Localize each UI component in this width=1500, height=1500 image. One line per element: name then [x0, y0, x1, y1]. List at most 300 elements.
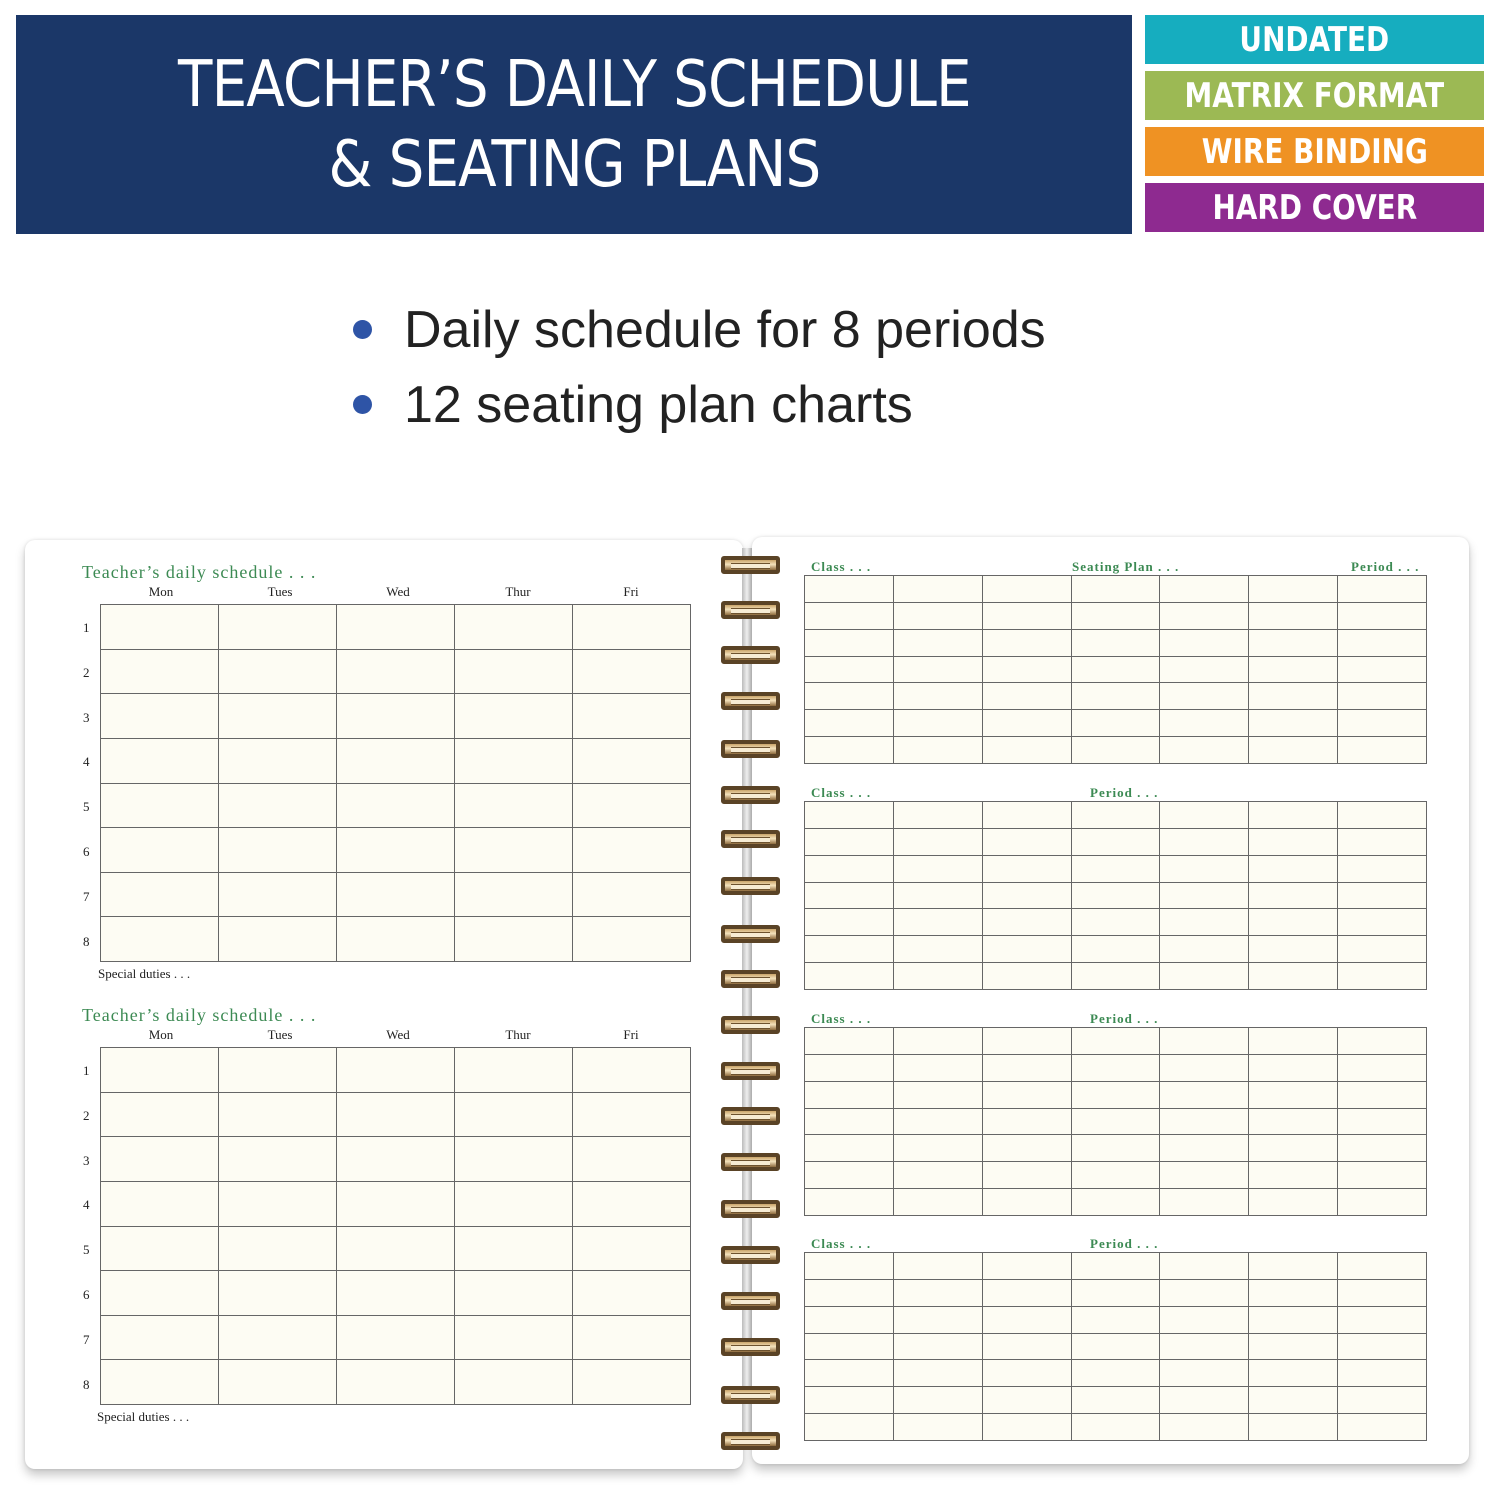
- seat-cell[interactable]: [1338, 1333, 1427, 1360]
- seat-cell[interactable]: [1160, 602, 1249, 629]
- schedule-cell[interactable]: [219, 828, 337, 873]
- schedule-cell[interactable]: [573, 1092, 691, 1137]
- schedule-cell[interactable]: [219, 694, 337, 739]
- seat-cell[interactable]: [893, 1108, 982, 1135]
- seat-cell[interactable]: [805, 828, 894, 855]
- schedule-cell[interactable]: [573, 1315, 691, 1360]
- seat-cell[interactable]: [805, 602, 894, 629]
- seat-cell[interactable]: [805, 1028, 894, 1055]
- seat-cell[interactable]: [1338, 710, 1427, 737]
- schedule-cell[interactable]: [337, 649, 455, 694]
- seat-cell[interactable]: [1249, 855, 1338, 882]
- seat-cell[interactable]: [1160, 1360, 1249, 1387]
- seat-cell[interactable]: [805, 1387, 894, 1414]
- schedule-cell[interactable]: [455, 1181, 573, 1226]
- schedule-cell[interactable]: [455, 605, 573, 650]
- schedule-cell[interactable]: [455, 1271, 573, 1316]
- schedule-cell[interactable]: [101, 694, 219, 739]
- seat-cell[interactable]: [1338, 963, 1427, 990]
- seat-cell[interactable]: [1338, 1279, 1427, 1306]
- seat-cell[interactable]: [893, 1253, 982, 1280]
- seat-cell[interactable]: [1249, 882, 1338, 909]
- seat-cell[interactable]: [982, 1081, 1071, 1108]
- seat-cell[interactable]: [1160, 909, 1249, 936]
- schedule-cell[interactable]: [337, 694, 455, 739]
- schedule-cell[interactable]: [573, 1137, 691, 1182]
- schedule-cell[interactable]: [573, 917, 691, 962]
- seat-cell[interactable]: [893, 1333, 982, 1360]
- seat-cell[interactable]: [805, 909, 894, 936]
- seat-cell[interactable]: [1338, 602, 1427, 629]
- seat-cell[interactable]: [982, 828, 1071, 855]
- seat-cell[interactable]: [1249, 1081, 1338, 1108]
- seat-cell[interactable]: [1071, 828, 1160, 855]
- schedule-cell[interactable]: [573, 872, 691, 917]
- seat-cell[interactable]: [893, 1028, 982, 1055]
- period-number: 5: [83, 799, 90, 815]
- seat-cell[interactable]: [1338, 629, 1427, 656]
- seat-cell[interactable]: [1338, 1414, 1427, 1441]
- schedule-cell[interactable]: [573, 1360, 691, 1405]
- seat-cell[interactable]: [1249, 629, 1338, 656]
- seat-cell[interactable]: [1249, 656, 1338, 683]
- schedule-cell[interactable]: [219, 1092, 337, 1137]
- schedule-cell[interactable]: [455, 1360, 573, 1405]
- seat-cell[interactable]: [1160, 629, 1249, 656]
- seat-cell[interactable]: [893, 629, 982, 656]
- seat-cell[interactable]: [1071, 936, 1160, 963]
- period-number: 4: [83, 1197, 90, 1213]
- wire-ring: [721, 970, 780, 988]
- schedule-cell[interactable]: [219, 783, 337, 828]
- schedule-cell[interactable]: [219, 1181, 337, 1226]
- seat-cell[interactable]: [1071, 1387, 1160, 1414]
- seat-cell[interactable]: [1338, 1162, 1427, 1189]
- seat-cell[interactable]: [982, 855, 1071, 882]
- wire-ring: [721, 1338, 780, 1356]
- seat-cell[interactable]: [805, 1162, 894, 1189]
- seat-cell[interactable]: [1160, 1189, 1249, 1216]
- seat-cell[interactable]: [1071, 802, 1160, 829]
- seat-cell[interactable]: [1160, 802, 1249, 829]
- schedule-cell[interactable]: [219, 1360, 337, 1405]
- seat-cell[interactable]: [982, 1360, 1071, 1387]
- schedule-cell[interactable]: [101, 1271, 219, 1316]
- seat-cell[interactable]: [1249, 1189, 1338, 1216]
- seat-cell[interactable]: [1338, 656, 1427, 683]
- seating-grid: [804, 1252, 1427, 1441]
- schedule-cell[interactable]: [455, 783, 573, 828]
- seat-cell[interactable]: [1071, 1414, 1160, 1441]
- seat-cell[interactable]: [1071, 656, 1160, 683]
- seat-cell[interactable]: [805, 1108, 894, 1135]
- seat-cell[interactable]: [805, 1360, 894, 1387]
- schedule-cell[interactable]: [455, 872, 573, 917]
- schedule-cell[interactable]: [337, 783, 455, 828]
- seat-cell[interactable]: [1249, 1054, 1338, 1081]
- schedule-cell[interactable]: [573, 1181, 691, 1226]
- class-label: Class . . .: [811, 559, 872, 574]
- feature-list: [350, 292, 1046, 442]
- seat-cell[interactable]: [1338, 802, 1427, 829]
- badge-hard-cover: HARD COVER: [1145, 183, 1484, 232]
- seat-cell[interactable]: [1249, 963, 1338, 990]
- seat-cell[interactable]: [982, 1135, 1071, 1162]
- seat-cell[interactable]: [805, 1135, 894, 1162]
- seat-cell[interactable]: [805, 802, 894, 829]
- schedule-cell[interactable]: [337, 1092, 455, 1137]
- seat-cell[interactable]: [805, 855, 894, 882]
- schedule-cell[interactable]: [337, 1271, 455, 1316]
- schedule-cell[interactable]: [573, 649, 691, 694]
- schedule-cell[interactable]: [573, 1271, 691, 1316]
- seat-cell[interactable]: [1338, 1108, 1427, 1135]
- seat-cell[interactable]: [1071, 602, 1160, 629]
- seat-cell[interactable]: [1071, 882, 1160, 909]
- seat-cell[interactable]: [1071, 1081, 1160, 1108]
- seat-cell[interactable]: [1249, 1333, 1338, 1360]
- schedule-cell[interactable]: [573, 605, 691, 650]
- seat-cell[interactable]: [982, 936, 1071, 963]
- seat-cell[interactable]: [1338, 683, 1427, 710]
- schedule-cell[interactable]: [219, 872, 337, 917]
- seat-cell[interactable]: [1338, 882, 1427, 909]
- schedule-cell[interactable]: [337, 738, 455, 783]
- seat-cell[interactable]: [982, 1054, 1071, 1081]
- seat-cell[interactable]: [805, 936, 894, 963]
- seat-cell[interactable]: [982, 1108, 1071, 1135]
- day-header: Tues: [267, 584, 293, 599]
- schedule-cell[interactable]: [455, 1137, 573, 1182]
- seat-cell[interactable]: [893, 1279, 982, 1306]
- schedule-cell[interactable]: [101, 1048, 219, 1093]
- seat-cell[interactable]: [893, 1189, 982, 1216]
- seat-cell[interactable]: [1249, 1028, 1338, 1055]
- seat-cell[interactable]: [1160, 1414, 1249, 1441]
- schedule-cell[interactable]: [337, 1226, 455, 1271]
- seat-cell[interactable]: [805, 882, 894, 909]
- seat-cell[interactable]: [893, 1306, 982, 1333]
- seat-cell[interactable]: [1160, 1253, 1249, 1280]
- seat-cell[interactable]: [805, 737, 894, 764]
- schedule-cell[interactable]: [337, 1360, 455, 1405]
- seat-cell[interactable]: [893, 828, 982, 855]
- wire-ring: [721, 1062, 780, 1080]
- seat-cell[interactable]: [805, 1333, 894, 1360]
- seat-cell[interactable]: [1071, 629, 1160, 656]
- schedule-cell[interactable]: [573, 783, 691, 828]
- seat-cell[interactable]: [1249, 576, 1338, 603]
- schedule-cell[interactable]: [337, 917, 455, 962]
- seat-cell[interactable]: [1249, 710, 1338, 737]
- seat-cell[interactable]: [1160, 1054, 1249, 1081]
- schedule-cell[interactable]: [337, 1048, 455, 1093]
- schedule-cell[interactable]: [573, 1048, 691, 1093]
- seat-cell[interactable]: [1071, 737, 1160, 764]
- seat-cell[interactable]: [893, 963, 982, 990]
- seat-cell[interactable]: [1160, 1279, 1249, 1306]
- schedule-cell[interactable]: [219, 1048, 337, 1093]
- seat-cell[interactable]: [1338, 936, 1427, 963]
- schedule-cell[interactable]: [337, 872, 455, 917]
- schedule-cell[interactable]: [337, 828, 455, 873]
- seat-cell[interactable]: [1249, 802, 1338, 829]
- seat-cell[interactable]: [1160, 963, 1249, 990]
- seat-cell[interactable]: [982, 710, 1071, 737]
- seat-cell[interactable]: [982, 602, 1071, 629]
- schedule-cell[interactable]: [101, 872, 219, 917]
- schedule-cell[interactable]: [219, 1137, 337, 1182]
- schedule-cell[interactable]: [219, 605, 337, 650]
- seat-cell[interactable]: [982, 1279, 1071, 1306]
- seat-cell[interactable]: [1338, 1028, 1427, 1055]
- period-number: 2: [83, 1107, 90, 1123]
- seat-cell[interactable]: [1071, 1333, 1160, 1360]
- day-header: Tues: [267, 1027, 293, 1042]
- schedule-cell[interactable]: [337, 1137, 455, 1182]
- seat-cell[interactable]: [1338, 1306, 1427, 1333]
- seat-cell[interactable]: [982, 1189, 1071, 1216]
- seat-cell[interactable]: [1071, 683, 1160, 710]
- seat-cell[interactable]: [805, 683, 894, 710]
- seat-cell[interactable]: [982, 1162, 1071, 1189]
- seating-grid: [804, 801, 1427, 990]
- schedule-cell[interactable]: [573, 1226, 691, 1271]
- seat-cell[interactable]: [893, 1081, 982, 1108]
- seat-cell[interactable]: [1338, 909, 1427, 936]
- seat-cell[interactable]: [1338, 1253, 1427, 1280]
- seat-cell[interactable]: [982, 656, 1071, 683]
- seat-cell[interactable]: [893, 909, 982, 936]
- seat-cell[interactable]: [805, 656, 894, 683]
- seat-cell[interactable]: [1071, 1054, 1160, 1081]
- seat-cell[interactable]: [1160, 576, 1249, 603]
- wire-ring: [721, 786, 780, 804]
- schedule-cell[interactable]: [573, 828, 691, 873]
- seat-cell[interactable]: [1249, 1162, 1338, 1189]
- seat-cell[interactable]: [893, 656, 982, 683]
- seat-cell[interactable]: [1249, 1360, 1338, 1387]
- seat-cell[interactable]: [1249, 909, 1338, 936]
- schedule-cell[interactable]: [455, 694, 573, 739]
- schedule-cell[interactable]: [455, 828, 573, 873]
- seat-cell[interactable]: [805, 1279, 894, 1306]
- schedule-cell[interactable]: [455, 649, 573, 694]
- seat-cell[interactable]: [982, 1306, 1071, 1333]
- seat-cell[interactable]: [982, 737, 1071, 764]
- schedule-cell[interactable]: [101, 605, 219, 650]
- seat-cell[interactable]: [805, 1081, 894, 1108]
- seat-cell[interactable]: [1160, 656, 1249, 683]
- seat-cell[interactable]: [805, 629, 894, 656]
- period-number: 7: [83, 1331, 90, 1347]
- seat-cell[interactable]: [1338, 1081, 1427, 1108]
- schedule-cell[interactable]: [101, 1315, 219, 1360]
- seat-cell[interactable]: [1249, 1306, 1338, 1333]
- seat-cell[interactable]: [1249, 683, 1338, 710]
- schedule-grid: [100, 604, 691, 962]
- seat-cell[interactable]: [893, 855, 982, 882]
- seat-cell[interactable]: [893, 882, 982, 909]
- seat-cell[interactable]: [1160, 1135, 1249, 1162]
- seat-cell[interactable]: [1160, 1387, 1249, 1414]
- schedule-cell[interactable]: [219, 738, 337, 783]
- seat-cell[interactable]: [982, 1253, 1071, 1280]
- seat-cell[interactable]: [805, 710, 894, 737]
- seat-cell[interactable]: [1338, 1135, 1427, 1162]
- seat-cell[interactable]: [893, 1414, 982, 1441]
- seat-cell[interactable]: [1071, 1189, 1160, 1216]
- seat-cell[interactable]: [1071, 710, 1160, 737]
- seat-cell[interactable]: [982, 576, 1071, 603]
- seat-cell[interactable]: [982, 1414, 1071, 1441]
- period-number: 8: [83, 933, 90, 949]
- seat-cell[interactable]: [1338, 1189, 1427, 1216]
- schedule-cell[interactable]: [101, 1181, 219, 1226]
- seat-cell[interactable]: [893, 683, 982, 710]
- schedule-cell[interactable]: [101, 1360, 219, 1405]
- schedule-cell[interactable]: [101, 649, 219, 694]
- seat-cell[interactable]: [1160, 1028, 1249, 1055]
- seat-cell[interactable]: [982, 629, 1071, 656]
- seat-cell[interactable]: [805, 1189, 894, 1216]
- seat-cell[interactable]: [1071, 1108, 1160, 1135]
- seat-cell[interactable]: [1160, 882, 1249, 909]
- schedule-cell[interactable]: [101, 738, 219, 783]
- seat-cell[interactable]: [1338, 576, 1427, 603]
- seat-cell[interactable]: [1249, 1253, 1338, 1280]
- schedule-cell[interactable]: [573, 738, 691, 783]
- seat-cell[interactable]: [893, 737, 982, 764]
- seat-cell[interactable]: [1160, 1333, 1249, 1360]
- schedule-cell[interactable]: [101, 783, 219, 828]
- seat-cell[interactable]: [1071, 1279, 1160, 1306]
- seat-cell[interactable]: [1160, 710, 1249, 737]
- schedule-cell[interactable]: [455, 738, 573, 783]
- seat-cell[interactable]: [1160, 936, 1249, 963]
- seat-cell[interactable]: [893, 1387, 982, 1414]
- schedule-cell[interactable]: [337, 605, 455, 650]
- schedule-cell[interactable]: [219, 1315, 337, 1360]
- seating-grid: [804, 575, 1427, 764]
- schedule-cell[interactable]: [455, 1092, 573, 1137]
- seat-cell[interactable]: [1338, 855, 1427, 882]
- seat-cell[interactable]: [1249, 1135, 1338, 1162]
- schedule-cell[interactable]: [101, 917, 219, 962]
- seat-cell[interactable]: [893, 1162, 982, 1189]
- seat-cell[interactable]: [893, 1360, 982, 1387]
- seat-cell[interactable]: [1071, 855, 1160, 882]
- seat-cell[interactable]: [1249, 1279, 1338, 1306]
- seat-cell[interactable]: [1249, 1414, 1338, 1441]
- seat-cell[interactable]: [1071, 576, 1160, 603]
- seat-cell[interactable]: [1249, 602, 1338, 629]
- schedule-cell[interactable]: [455, 1226, 573, 1271]
- seat-cell[interactable]: [982, 683, 1071, 710]
- seat-cell[interactable]: [1071, 963, 1160, 990]
- seat-cell[interactable]: [1160, 1162, 1249, 1189]
- day-header: Thur: [505, 584, 531, 599]
- schedule-cell[interactable]: [219, 1271, 337, 1316]
- seat-cell[interactable]: [1160, 1081, 1249, 1108]
- schedule-cell[interactable]: [337, 1315, 455, 1360]
- seat-cell[interactable]: [1249, 828, 1338, 855]
- seat-cell[interactable]: [805, 1253, 894, 1280]
- seat-cell[interactable]: [982, 1028, 1071, 1055]
- seat-cell[interactable]: [805, 1414, 894, 1441]
- schedule-cell[interactable]: [101, 1226, 219, 1271]
- schedule-cell[interactable]: [455, 917, 573, 962]
- seat-cell[interactable]: [982, 802, 1071, 829]
- seat-cell[interactable]: [982, 882, 1071, 909]
- seat-cell[interactable]: [1071, 909, 1160, 936]
- period-number: 7: [83, 888, 90, 904]
- seat-cell[interactable]: [1338, 1387, 1427, 1414]
- wire-ring: [721, 1292, 780, 1310]
- seat-cell[interactable]: [1338, 737, 1427, 764]
- seat-cell[interactable]: [893, 602, 982, 629]
- schedule-cell[interactable]: [455, 1048, 573, 1093]
- seat-cell[interactable]: [805, 963, 894, 990]
- schedule-cell[interactable]: [101, 1137, 219, 1182]
- seat-cell[interactable]: [893, 1054, 982, 1081]
- seat-cell[interactable]: [1160, 737, 1249, 764]
- seat-cell[interactable]: [1160, 683, 1249, 710]
- seat-cell[interactable]: [1160, 1108, 1249, 1135]
- schedule-cell[interactable]: [219, 649, 337, 694]
- seat-cell[interactable]: [1338, 828, 1427, 855]
- seat-cell[interactable]: [1249, 936, 1338, 963]
- seat-cell[interactable]: [1160, 855, 1249, 882]
- seat-cell[interactable]: [1338, 1360, 1427, 1387]
- seat-cell[interactable]: [1071, 1306, 1160, 1333]
- seat-cell[interactable]: [1338, 1054, 1427, 1081]
- wire-ring: [721, 740, 780, 758]
- seat-cell[interactable]: [893, 710, 982, 737]
- seat-cell[interactable]: [893, 576, 982, 603]
- schedule-cell[interactable]: [219, 917, 337, 962]
- seat-cell[interactable]: [1071, 1135, 1160, 1162]
- seat-cell[interactable]: [1249, 1108, 1338, 1135]
- seat-cell[interactable]: [1160, 828, 1249, 855]
- seat-cell[interactable]: [805, 1306, 894, 1333]
- seat-cell[interactable]: [982, 963, 1071, 990]
- seat-cell[interactable]: [982, 1333, 1071, 1360]
- seat-cell[interactable]: [1071, 1028, 1160, 1055]
- seat-cell[interactable]: [893, 802, 982, 829]
- wire-ring: [721, 1246, 780, 1264]
- seat-cell[interactable]: [1071, 1253, 1160, 1280]
- seat-cell[interactable]: [982, 909, 1071, 936]
- seat-cell[interactable]: [805, 1054, 894, 1081]
- feature-badges: [1145, 15, 1484, 239]
- seat-cell[interactable]: [1249, 1387, 1338, 1414]
- seat-cell[interactable]: [893, 936, 982, 963]
- seat-cell[interactable]: [982, 1387, 1071, 1414]
- schedule-cell[interactable]: [219, 1226, 337, 1271]
- schedule-cell[interactable]: [455, 1315, 573, 1360]
- seat-cell[interactable]: [1071, 1162, 1160, 1189]
- schedule-cell[interactable]: [573, 694, 691, 739]
- seat-cell[interactable]: [893, 1135, 982, 1162]
- schedule-cell[interactable]: [101, 828, 219, 873]
- schedule-cell[interactable]: [337, 1181, 455, 1226]
- seat-cell[interactable]: [805, 576, 894, 603]
- schedule-cell[interactable]: [101, 1092, 219, 1137]
- seat-cell[interactable]: [1249, 737, 1338, 764]
- seat-cell[interactable]: [1071, 1360, 1160, 1387]
- seat-cell[interactable]: [1160, 1306, 1249, 1333]
